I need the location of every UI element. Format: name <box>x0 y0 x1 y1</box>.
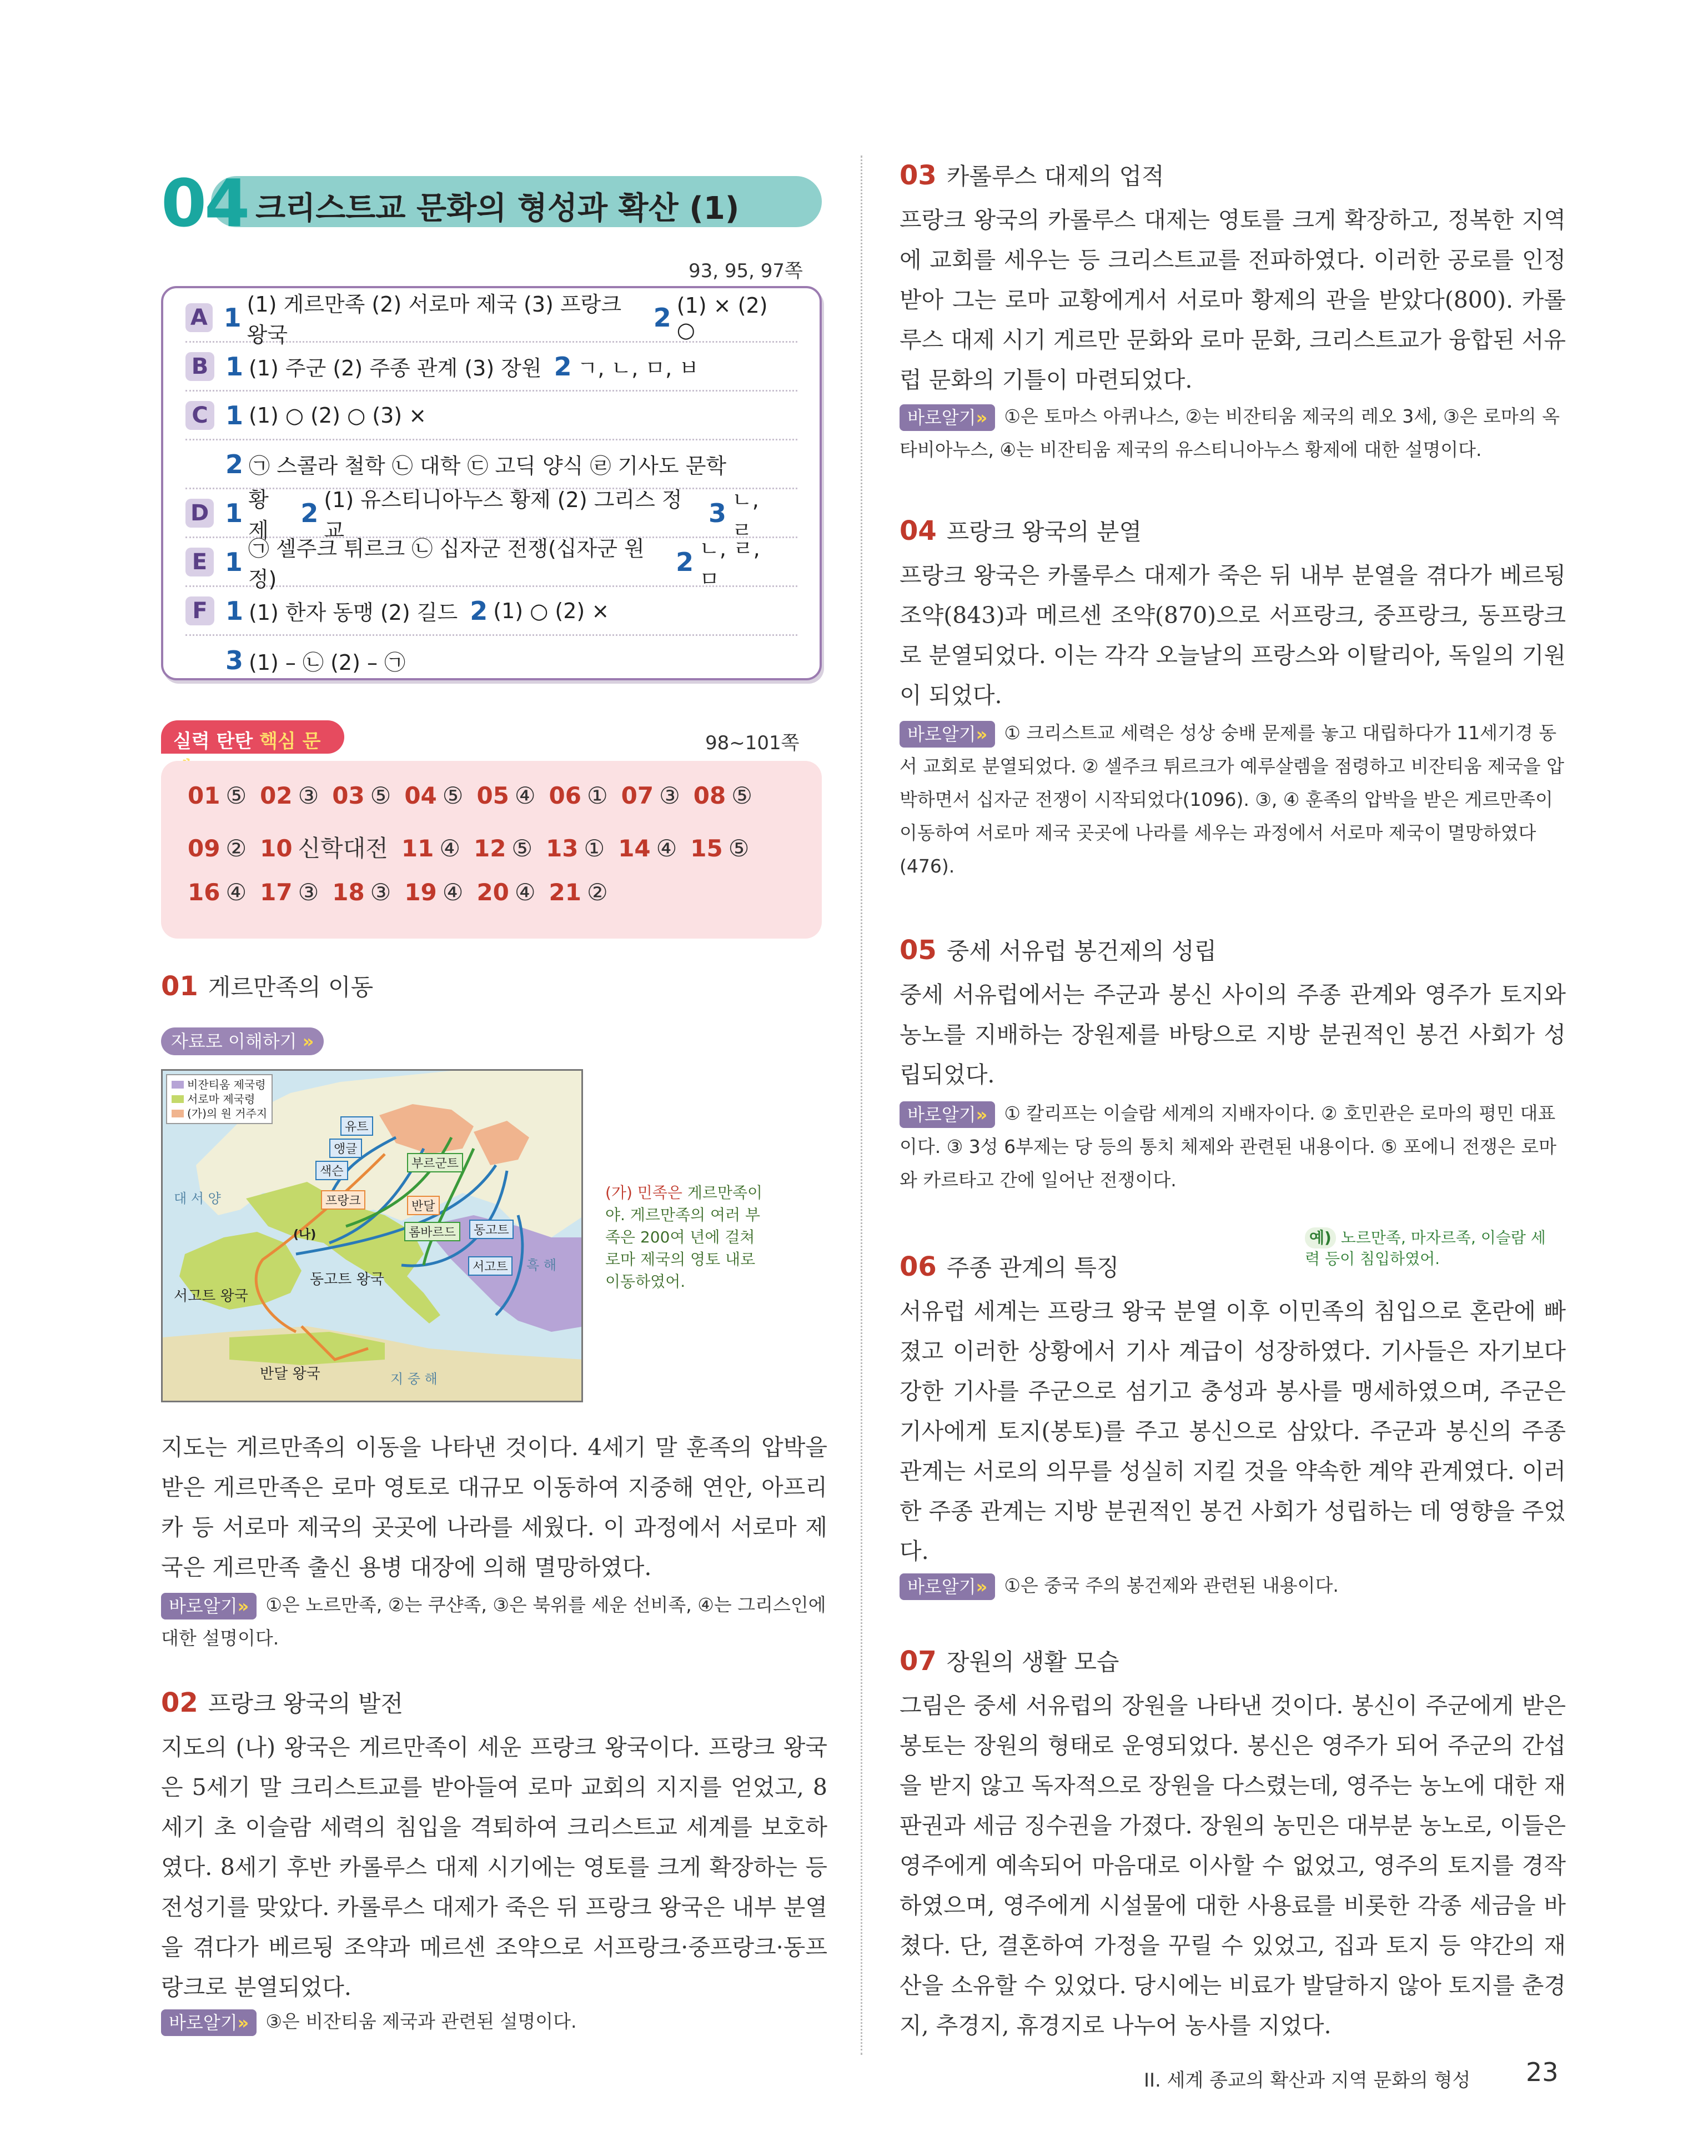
core-answer-number: 20 <box>476 879 509 906</box>
core-answer-value: ④ <box>514 782 536 809</box>
answer-text: (1) 주군 (2) 주종 관계 (3) 장원 <box>249 356 542 380</box>
map-note <box>605 1182 772 1293</box>
core-answer-value: ① <box>587 782 608 809</box>
core-answer-value: ② <box>225 835 247 862</box>
germanic-migration-map <box>161 1069 583 1402</box>
core-answer <box>621 782 680 809</box>
section-title: 게르만족의 이동 <box>208 974 374 1001</box>
chevron-icon: » <box>302 1031 314 1052</box>
core-answer-value: ④ <box>442 879 464 906</box>
core-answer-value: ⑤ <box>442 782 464 809</box>
label-angle: 앵글 <box>329 1139 362 1158</box>
label-frank: 프랑크 <box>321 1190 365 1210</box>
core-page-ref: 98~101쪽 <box>705 732 800 754</box>
bareun-tag <box>900 721 995 748</box>
section-06-note <box>900 1569 1566 1602</box>
section-title: 카롤루스 대제의 업적 <box>946 163 1164 190</box>
answer-text: (1) 게르만족 (2) 서로마 제국 (3) 프랑크 왕국 <box>247 292 622 347</box>
core-answer <box>476 782 535 809</box>
core-answer-value: ④ <box>439 835 460 862</box>
section-number: 07 <box>900 1646 937 1677</box>
section-03-body: 프랑크 왕국의 카롤루스 대제는 영토를 크게 확장하고, 정복한 지역에 교회를 세우는 등 크리스트교를 전파하였다. 이러한 공로를 인정받아 그는 로마 교황에게서 서로마 황제의 관을 받았다(800). 카롤루스 대제 시기 게르만 문화와 로마 문화, 크리스트교가 융합된 서유럽 문화의 기틀이 마련되었다. <box>900 207 1566 393</box>
answer-number: 1 <box>225 595 244 626</box>
answer-number: 1 <box>225 400 244 430</box>
chevron-icon: » <box>976 1104 988 1125</box>
example-label: 예) <box>1305 1227 1336 1249</box>
bareun-tag <box>900 1101 995 1128</box>
core-answer <box>188 879 247 906</box>
core-answer-number: 09 <box>188 835 220 862</box>
core-answer <box>618 835 677 862</box>
core-answer-value: ③ <box>659 782 680 809</box>
section-05-title <box>900 933 1217 966</box>
section-title: 장원의 생활 모습 <box>946 1648 1119 1676</box>
section-05-note <box>900 1097 1566 1197</box>
chevron-icon: » <box>237 1595 249 1617</box>
section-number: 03 <box>900 160 937 191</box>
label-vandal-kingdom: 반달 왕국 <box>260 1366 320 1382</box>
note-text: ③은 비잔티움 제국과 관련된 설명이다. <box>265 2010 577 2032</box>
answer-text: (1) – ㉡ (2) – ㉠ <box>249 650 406 675</box>
bareun-label: 바로알기 <box>907 1104 976 1125</box>
answer-row <box>185 392 797 440</box>
answer-number: 3 <box>709 498 727 528</box>
core-answer-value: ⑤ <box>728 835 750 862</box>
answer-row <box>185 292 797 347</box>
core-answer <box>332 782 391 809</box>
core-answer <box>690 835 749 862</box>
section-05-body: 중세 서유럽에서는 주군과 봉신 사이의 주종 관계와 영주가 토지와 농노를 지배하는 장원제를 바탕으로 지방 분권적인 봉건 사회가 성립되었다. <box>900 981 1566 1088</box>
section-number: 02 <box>161 1687 198 1718</box>
core-answer <box>260 782 319 809</box>
answer-number: 1 <box>223 302 242 333</box>
bareun-tag <box>900 1573 995 1600</box>
core-answer <box>188 782 247 809</box>
label-burgund: 부르군트 <box>407 1153 463 1172</box>
label-east-goth: 동고트 <box>469 1220 514 1239</box>
answer-number: 2 <box>300 498 319 528</box>
section-07-body: 그림은 중세 서유럽의 장원을 나타낸 것이다. 봉신이 주군에게 받은 봉토는 장원의 형태로 운영되었다. 봉신은 영주가 되어 주군의 간섭을 받지 않고 독자적으로 장원을 다스렸는데, 영주는 농노에 대한 재판권과 세금 징수권을 가졌다. 장원의 농민은 대부분 농노로, 이들은 영주에게 예속되어 마음대로 이사할 수 없었고, 영주의 토지를 경작하였으며, 영주에게 시설물에 대한 사용료를 비롯한 각종 세금을 바쳤다. 단, 결혼하여 가정을 꾸릴 수 있었고, 집과 토지 등 약간의 재산을 소유할 수 있었다. 당시에는 비료가 발달하지 않아 토지를 춘경지, 추경지, 휴경지로 나누어 농사를 지었다. <box>900 1692 1566 2039</box>
map-note-label: (가) 민족은 <box>605 1184 682 1202</box>
answer-text: ㄴ, ㄹ, ㅁ <box>699 536 760 591</box>
bareun-tag <box>900 404 995 431</box>
column-divider <box>861 156 862 2055</box>
answer-number: 2 <box>225 449 244 479</box>
answer-row <box>185 343 797 392</box>
answer-number: 1 <box>224 546 243 577</box>
core-answer <box>332 879 391 906</box>
answer-letter: D <box>185 499 214 528</box>
core-answer-value: ④ <box>656 835 677 862</box>
section-number: 05 <box>900 935 937 966</box>
core-answer <box>401 835 460 862</box>
core-answer-number: 11 <box>401 835 434 862</box>
example-callout <box>1305 1227 1560 1270</box>
chevron-icon: » <box>976 1576 988 1597</box>
core-answer-number: 21 <box>549 879 581 906</box>
answer-row <box>185 636 797 685</box>
core-answer-value: ③ <box>370 879 391 906</box>
chevron-icon: » <box>237 2012 249 2033</box>
core-answer-number: 14 <box>618 835 651 862</box>
section-title: 주종 관계의 특징 <box>946 1254 1119 1281</box>
bareun-label: 바로알기 <box>907 723 976 745</box>
bareun-label: 바로알기 <box>169 2012 238 2033</box>
section-02-body: 지도의 (나) 왕국은 게르만족이 세운 프랑크 왕국이다. 프랑크 왕국은 5세기 말 크리스트교를 받아들여 로마 교회의 지지를 얻었고, 8세기 초 이슬람 세력의 침입을 격퇴하여 크리스트교 세계를 보호하였다. 8세기 후반 카롤루스 대제 시기에는 영토를 크게 확장하는 등 전성기를 맞았다. 카롤루스 대제가 죽은 뒤 프랑크 왕국은 내부 분열을 겪다가 베르됭 조약과 메르센 조약으로 서프랑크·중프랑크·동프랑크로 분열되었다. <box>161 1734 827 2000</box>
core-answer-number: 15 <box>690 835 723 862</box>
answer-letter: F <box>185 596 214 625</box>
answer-row <box>185 587 797 636</box>
answer-text: ㉠ 스콜라 철학 ㉡ 대학 ㉢ 고딕 양식 ㉣ 기사도 문학 <box>249 454 727 478</box>
core-answer-number: 02 <box>260 782 293 809</box>
section-title: 프랑크 왕국의 발전 <box>208 1690 404 1717</box>
section-title: 프랑크 왕국의 분열 <box>946 518 1142 545</box>
answer-row <box>185 536 797 591</box>
chapter-number: 04 <box>161 165 248 242</box>
jaryo-tag <box>161 1027 324 1055</box>
core-answer-number: 07 <box>621 782 654 809</box>
core-answer-row <box>188 782 766 809</box>
answer-number: 1 <box>225 351 244 382</box>
core-answer-number: 03 <box>332 782 365 809</box>
core-answer-value: ⑤ <box>370 782 391 809</box>
core-answer-number: 17 <box>260 879 293 906</box>
bareun-label: 바로알기 <box>907 1576 976 1597</box>
bareun-tag <box>161 1593 257 1619</box>
core-answer <box>694 782 752 809</box>
core-answer-value: ⑤ <box>511 835 533 862</box>
legend-label: (가)의 원 거주지 <box>187 1107 268 1120</box>
label-vandal: 반달 <box>407 1196 440 1215</box>
page-number: 23 <box>1526 2057 1559 2087</box>
core-answer <box>474 835 533 862</box>
core-answer-number: 08 <box>693 782 726 809</box>
label-east-goth-kingdom: 동고트 왕국 <box>310 1271 384 1288</box>
footer-chapter: II. 세계 종교의 확산과 지역 문화의 형성 <box>1144 2069 1471 2092</box>
note-text: ①은 토마스 아퀴나스, ②는 비잔티움 제국의 레오 3세, ③은 로마의 옥타비아누스, ④는 비잔티움 제국의 유스티니아누스 황제에 대한 설명이다. <box>900 405 1560 460</box>
answer-text: (1) × (2) ○ <box>676 293 768 342</box>
core-answer <box>404 782 463 809</box>
answer-number: 3 <box>225 645 244 675</box>
core-answer-value: ⑤ <box>731 782 752 809</box>
note-text: ① 칼리프는 이슬람 세계의 지배자이다. ② 호민관은 로마의 평민 대표이다. ③ 3성 6부제는 당 등의 통치 체제와 관련된 내용이다. ⑤ 포에니 전쟁은 로마와 카르타고 간에 일어난 전쟁이다. <box>900 1102 1556 1191</box>
core-answer-value: ③ <box>298 879 319 906</box>
label-saxon: 색슨 <box>315 1161 348 1180</box>
section-02-note <box>161 2005 827 2038</box>
section-04-title <box>900 514 1142 547</box>
label-black-sea: 흑 해 <box>526 1257 556 1273</box>
core-answer-number: 10 <box>260 835 293 862</box>
map-note-text: 게르만족이야. 게르만족의 여러 부족은 200여 년에 걸쳐 로마 제국의 영토 내로 이동하였어. <box>605 1184 763 1291</box>
answers-page-ref: 93, 95, 97쪽 <box>689 260 803 282</box>
core-answer-row <box>188 879 621 906</box>
section-01-body: 지도는 게르만족의 이동을 나타낸 것이다. 4세기 말 훈족의 압박을 받은 게르만족은 로마 영토로 대규모 이동하여 지중해 연안, 아프리카 등 서로마 제국의 곳곳에 나라를 세웠다. 이 과정에서 서로마 제국은 게르만족 출신 용병 대장에 의해 멸망하였다. <box>161 1434 827 1581</box>
section-06-title <box>900 1250 1119 1283</box>
answer-text: ㄱ, ㄴ, ㅁ, ㅂ <box>577 356 699 380</box>
section-02-title <box>161 1686 403 1719</box>
core-answer <box>260 835 388 862</box>
answer-letter: C <box>185 401 214 430</box>
label-west-goth-kingdom: 서고트 왕국 <box>174 1288 248 1305</box>
section-number: 04 <box>900 515 937 546</box>
section-04-note <box>900 716 1566 883</box>
answer-text: (1) 유스티니아누스 황제 (2) 그리스 정교 <box>324 487 682 543</box>
section-number: 01 <box>161 971 198 1002</box>
bareun-label: 바로알기 <box>907 407 976 428</box>
answer-text: ㄴ, ㄹ <box>732 487 759 543</box>
core-answer-number: 06 <box>549 782 581 809</box>
answer-letter: E <box>185 548 214 576</box>
section-07-title <box>900 1644 1119 1677</box>
answer-number: 2 <box>554 351 572 382</box>
chevron-icon: » <box>976 407 988 428</box>
note-text: ① 크리스트교 세력은 성상 숭배 문제를 놓고 대립하다가 11세기경 동서 교회로 분열되었다. ② 셀주크 튀르크가 예루살렘을 점령하고 비잔티움 제국을 압박하면서 십자군 전쟁이 시작되었다(1096). ③, ④ 훈족의 압박을 받은 게르만족이 이동하여 서로마 제국 곳곳에 나라를 세우는 과정에서 서로마 제국이 멸망하였다(476). <box>900 722 1564 877</box>
answer-text: (1) ○ (2) ○ (3) × <box>249 403 427 428</box>
bareun-tag <box>161 2009 257 2036</box>
section-03-note <box>900 400 1566 467</box>
core-answer <box>549 782 608 809</box>
core-answer-value: ② <box>587 879 608 906</box>
section-04-body: 프랑크 왕국은 카롤루스 대제가 죽은 뒤 내부 분열을 겪다가 베르됭 조약(843)과 메르센 조약(870)으로 서프랑크, 중프랑크, 동프랑크로 분열되었다. 이는 각각 오늘날의 프랑스와 이탈리아, 독일의 기원이 되었다. <box>900 562 1566 709</box>
section-03-title <box>900 158 1164 192</box>
core-answer-number: 04 <box>404 782 437 809</box>
core-answer-number: 13 <box>546 835 579 862</box>
core-answer-row <box>188 830 762 864</box>
core-answer <box>476 879 535 906</box>
answer-number: 1 <box>225 498 243 528</box>
core-answer <box>549 879 608 906</box>
label-west-goth: 서고트 <box>468 1256 513 1276</box>
core-answer <box>404 879 463 906</box>
core-answer-value: ③ <box>298 782 319 809</box>
note-text: ①은 노르만족, ②는 쿠샨족, ③은 북위를 세운 선비족, ④는 그리스인에 대한 설명이다. <box>161 1594 826 1649</box>
answer-number: 2 <box>676 546 694 577</box>
answer-number: 2 <box>653 302 671 333</box>
label-atlantic: 대 서 양 <box>174 1191 221 1206</box>
legend-label: 비잔티움 제국령 <box>187 1078 266 1091</box>
core-answer-value: ④ <box>514 879 536 906</box>
core-answer-number: 16 <box>188 879 220 906</box>
label-lombard: 롬바르드 <box>404 1222 460 1241</box>
core-answer-number: 19 <box>404 879 437 906</box>
jaryo-tag-label: 자료로 이해하기 <box>171 1031 297 1052</box>
core-answer-value: ④ <box>225 879 247 906</box>
bareun-label: 바로알기 <box>169 1595 238 1617</box>
answer-text: 황제 <box>248 487 269 543</box>
core-answer-number: 01 <box>188 782 220 809</box>
core-answer <box>188 835 247 862</box>
section-01-note <box>161 1588 827 1655</box>
core-tag-a: 실력 탄탄 <box>173 730 260 753</box>
answer-letter: B <box>185 352 214 381</box>
label-mediterranean: 지 중 해 <box>390 1371 438 1387</box>
example-text: 노르만족, 마자르족, 이슬람 세력 등이 침입하였어. <box>1305 1229 1546 1268</box>
core-answer-value: ⑤ <box>225 782 247 809</box>
answer-box <box>161 286 822 680</box>
chapter-title: 크리스트교 문화의 형성과 확산 (1) <box>255 190 740 227</box>
core-answer-value: ① <box>584 835 605 862</box>
section-01-title <box>161 969 373 1002</box>
chevron-icon: » <box>976 723 988 745</box>
core-answer-number: 12 <box>473 835 506 862</box>
core-problems-tag <box>161 720 344 754</box>
section-title: 중세 서유럽 봉건제의 성립 <box>946 937 1217 965</box>
section-number: 06 <box>900 1251 937 1282</box>
answer-text: (1) 한자 동맹 (2) 길드 <box>249 600 458 625</box>
answer-letter: A <box>185 303 213 332</box>
core-answers-box <box>161 761 822 939</box>
core-answer <box>546 835 605 862</box>
answer-text: (1) ○ (2) × <box>493 598 610 623</box>
answer-text: ㉠ 셀주크 튀르크 ㉡ 십자군 전쟁(십자군 원정) <box>248 536 645 591</box>
note-text: ①은 중국 주의 봉건제와 관련된 내용이다. <box>1004 1575 1339 1596</box>
core-answer-number: 05 <box>476 782 509 809</box>
answer-number: 2 <box>470 595 488 626</box>
core-tag-b: 핵심 문 <box>259 730 321 753</box>
legend-label: 서로마 제국령 <box>187 1092 255 1106</box>
chapter-heading <box>161 165 822 242</box>
map-labels <box>163 1071 583 1402</box>
core-answer-value: 신학대전 <box>298 835 388 862</box>
label-yute: 유트 <box>340 1116 373 1136</box>
section-06-body: 서유럽 세계는 프랑크 왕국 분열 이후 이민족의 침입으로 혼란에 빠졌고 이러한 상황에서 기사 계급이 성장하였다. 기사들은 자기보다 강한 기사를 주군으로 섬기고 충성과 봉사를 맹세하였으며, 주군은 기사에게 토지(봉토)를 주고 봉신으로 삼았다. 주군과 봉신의 주종 관계는 서로의 의무를 성실히 지킬 것을 약속한 계약 관계였다. 이러한 주종 관계는 지방 분권적인 봉건 사회가 성립하는 데 영향을 주었다. <box>900 1298 1566 1565</box>
core-answer <box>260 879 319 906</box>
core-answer-number: 18 <box>332 879 365 906</box>
label-na: (나) <box>293 1228 317 1242</box>
